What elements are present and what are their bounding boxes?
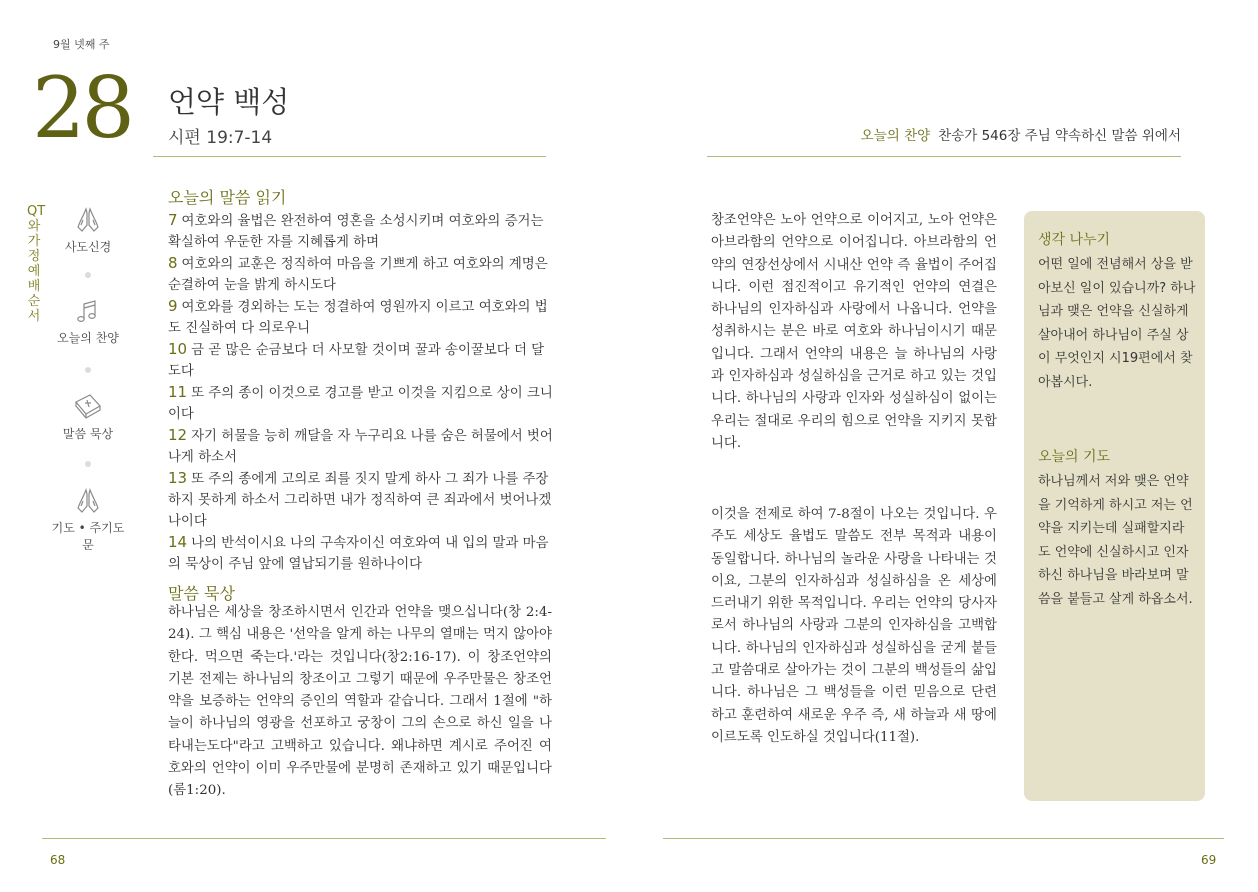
prayer-heading: 오늘의 기도 (1038, 449, 1111, 465)
footer-divider (42, 838, 606, 839)
nav-item-prayer (48, 486, 128, 553)
nav-dot (85, 367, 91, 373)
nav-item-label: 사도신경 (64, 240, 112, 254)
verse-text: 여호와의 교훈은 정직하여 마음을 기쁘게 하고 여호와의 계명은 순결하여 눈을 밝게 하시도다 (168, 257, 548, 293)
page-title: 언약 백성 (168, 85, 290, 119)
hymn-label: 오늘의 찬양 (860, 128, 931, 144)
day-number: 28 (32, 59, 131, 157)
verse-text: 여호와의 율법은 완전하여 영혼을 소성시키며 여호와의 증거는 확실하여 우둔한 자를 지혜롭게 하며 (168, 214, 544, 250)
nav-item-apostles-creed (48, 205, 128, 255)
side-vertical-label: QT와 가정예배 순서 (27, 204, 46, 324)
sharing-heading: 생각 나누기 (1038, 232, 1111, 248)
verse-number: 7 (168, 211, 178, 229)
music-note-icon (48, 298, 128, 326)
title-divider (153, 156, 546, 157)
verse-text: 또 주의 종이 이것으로 경고를 받고 이것을 지킴으로 상이 크니이다 (168, 386, 553, 422)
verse-item (168, 532, 553, 575)
meditation-heading: 말씀 묵상 (168, 584, 235, 603)
page-number-left: 68 (50, 853, 66, 867)
nav-dot (85, 461, 91, 467)
praying-hands-icon (48, 205, 128, 235)
verse-number: 8 (168, 254, 178, 272)
verse-text: 자기 허물을 능히 깨달을 자 누구리요 나를 숨은 허물에서 벗어나게 하소서 (168, 429, 553, 465)
verse-item (168, 425, 553, 468)
meditation-text: 하나님은 세상을 창조하시면서 인간과 언약을 맺으십니다(창 2:4-24). 그 핵심 내용은 '선악을 알게 하는 나무의 열매는 먹지 않아야 한다. 먹으면 죽는다.'라는 것입니다(창2:16-17). 이 창조언약의 기본 전제는 하나님의 창조이고 그렇기 때문에 우주만물은 창조언약을 보증하는 언약의 증인의 역할과 같습니다. 그래서 1절에 "하늘이 하나님의 영광을 선포하고 궁창이 그의 손으로 하신 일을 나타내는도다"라고 고백하고 있습니다. 왜냐하면 계시로 주어진 여호와의 언약이 이미 우주만물에 분명히 존재하고 있기 때문입니다(롬1:20). (168, 605, 552, 799)
prayer-text: 하나님께서 저와 맺은 언약을 기억하게 하시고 저는 언약을 지키는데 실패할지라도 언약에 신실하시고 인자하신 하나님을 바라보며 말씀을 붙들고 살게 하옵소서. (1038, 474, 1193, 607)
verse-text: 나의 반석이시요 나의 구속자이신 여호와여 내 입의 말과 마음의 묵상이 주님 앞에 열납되기를 원하나이다 (168, 536, 549, 572)
verse-text: 또 주의 종에게 고의로 죄를 짓지 말게 하사 그 죄가 나를 주장하지 못하게 하소서 그리하면 내가 정직하여 큰 죄과에서 벗어나겠나이다 (168, 472, 552, 529)
verse-item (168, 253, 553, 296)
verse-item (168, 382, 553, 425)
nav-item-meditation (48, 392, 128, 442)
nav-item-label: 말씀 묵상 (62, 427, 114, 441)
verse-number: 12 (168, 426, 188, 444)
verse-number: 13 (168, 469, 188, 487)
sharing-text: 어떤 일에 전념해서 상을 받아보신 일이 있습니까? 하나님과 맺은 언약을 신실하게 살아내어 하나님이 주실 상이 무엇인지 시19편에서 찾아봅시다. (1038, 257, 1196, 390)
nav-item-label: 기도 • 주기도문 (51, 521, 125, 552)
verse-item (168, 296, 553, 339)
nav-dot (85, 272, 91, 278)
body-paragraph-2: 이것을 전제로 하여 7-8절이 나오는 것입니다. 우주도 세상도 율법도 말씀도 전부 목적과 내용이 동일합니다. 하나님의 놀라운 사랑을 나타내는 것이요, 그분의 인자하심과 성실하심을 온 세상에 드러내기 위한 목적입니다. 우리는 언약의 당사자로서 하나님의 사랑과 그분의 인자하심을 고백합니다. 하나님의 인자하심과 성실하심을 굳게 붙들고 말씀대로 살아가는 것이 그분의 백성들의 삶입니다. 하나님은 그 백성들을 이런 믿음으로 단련하고 훈련하여 새로운 우주 즉, 새 하늘과 새 땅에 이르도록 인도하실 것입니다(11절). (711, 507, 997, 745)
footer-divider (663, 838, 1224, 839)
verse-list (168, 210, 553, 575)
hymn-text: 찬송가 546장 주님 약속하신 말씀 위에서 (938, 128, 1181, 144)
bible-icon (48, 392, 128, 422)
hymn-divider (707, 156, 1181, 157)
reading-heading: 오늘의 말씀 읽기 (168, 188, 287, 207)
verse-number: 11 (168, 383, 188, 401)
scripture-reference: 시편 19:7-14 (168, 128, 273, 148)
week-label: 9월 넷째 주 (53, 38, 110, 51)
verse-number: 14 (168, 533, 188, 551)
praying-hands-icon (48, 486, 128, 516)
verse-item (168, 468, 553, 532)
verse-item (168, 339, 553, 382)
verse-text: 금 곧 많은 순금보다 더 사모할 것이며 꿀과 송이꿀보다 더 달도다 (168, 343, 545, 379)
verse-number: 9 (168, 297, 178, 315)
page-number-right: 69 (1201, 853, 1217, 867)
body-paragraph-1: 창조언약은 노아 언약으로 이어지고, 노아 언약은 아브라함의 언약으로 이어집니다. 아브라함의 언약의 연장선상에서 시내산 언약 즉 율법이 주어집니다. 이런 점진적이고 유기적인 언약의 연결은 하나님의 인자하심과 사랑에서 나옵니다. 언약을 성취하시는 분은 바로 여호와 하나님이시기 때문입니다. 그래서 언약의 내용은 늘 하나님의 사랑과 인자하심과 성실하심을 근거로 하고 있는 것입니다. 하나님의 사랑과 인자와 성실하심이 없이는 우리는 절대로 우리의 힘으로 언약을 지키지 못합니다. (711, 213, 997, 451)
nav-item-label: 오늘의 찬양 (57, 331, 119, 345)
nav-item-hymn (48, 298, 128, 346)
hymn-line (861, 124, 1181, 144)
verse-text: 여호와를 경외하는 도는 정결하여 영원까지 이르고 여호와의 법도 진실하여 다 의로우니 (168, 300, 548, 336)
verse-number: 10 (168, 340, 188, 358)
verse-item (168, 210, 553, 253)
